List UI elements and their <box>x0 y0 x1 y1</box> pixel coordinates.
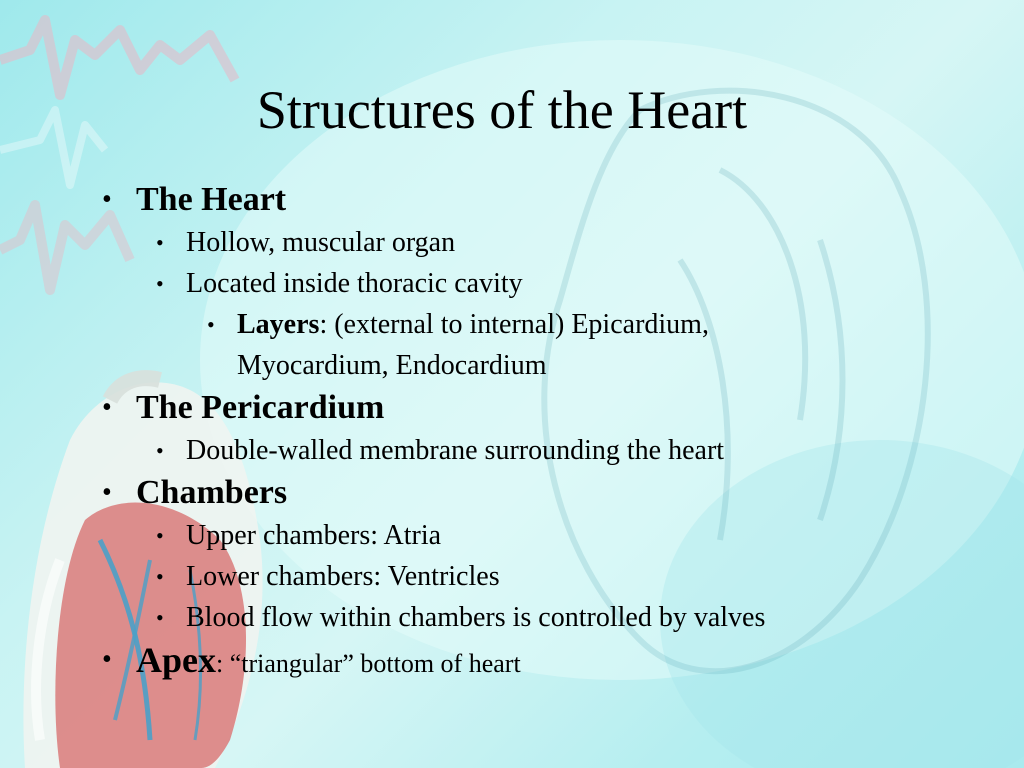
bullet-marker: • <box>156 523 164 548</box>
sub-bullet <box>100 430 980 471</box>
layers-continuation: Myocardium, Endocardium <box>237 350 547 381</box>
sub-bullet-text: Blood flow within chambers is controlled by valves <box>186 602 766 633</box>
sub-bullet <box>100 556 980 597</box>
bullet-marker: • <box>156 271 164 296</box>
bullet-marker: • <box>102 477 112 508</box>
bullet-list <box>100 178 980 686</box>
sub-sub-bullet-layers <box>100 304 980 386</box>
layers-text: : (external to internal) Epicardium, <box>319 309 709 340</box>
bullet-label: The Pericardium <box>136 389 385 426</box>
bullet-marker: • <box>102 392 112 423</box>
sub-bullet-text: Upper chambers: Atria <box>186 520 442 551</box>
sub-bullet-text: Hollow, muscular organ <box>186 227 456 258</box>
bullet-the-pericardium <box>100 386 980 430</box>
bullet-marker: • <box>156 605 164 630</box>
bullet-label: The Heart <box>136 181 287 218</box>
bullet-marker: • <box>207 312 215 337</box>
bullet-chambers <box>100 471 980 515</box>
sub-bullet <box>100 515 980 556</box>
bullet-label: Chambers <box>136 474 288 511</box>
sub-bullet-text: Lower chambers: Ventricles <box>186 561 500 592</box>
bullet-marker: • <box>102 184 112 215</box>
sub-bullet <box>100 222 980 263</box>
bullet-marker: • <box>156 564 164 589</box>
sub-bullet <box>100 597 980 638</box>
bullet-marker: • <box>156 438 164 463</box>
bullet-marker: • <box>156 230 164 255</box>
sub-bullet-text: Located inside thoracic cavity <box>186 268 523 299</box>
bullet-the-heart <box>100 178 980 222</box>
bullet-apex <box>100 638 980 686</box>
sub-bullet-text: Double-walled membrane surrounding the heart <box>186 435 725 466</box>
layers-term: Layers <box>237 309 320 340</box>
slide-title: Structures of the Heart <box>256 80 748 140</box>
apex-term: Apex <box>136 640 216 680</box>
sub-bullet <box>100 263 980 304</box>
apex-text: “triangular” bottom of heart <box>223 649 521 678</box>
bullet-marker: • <box>102 644 112 675</box>
apex-colon: : <box>216 649 224 678</box>
